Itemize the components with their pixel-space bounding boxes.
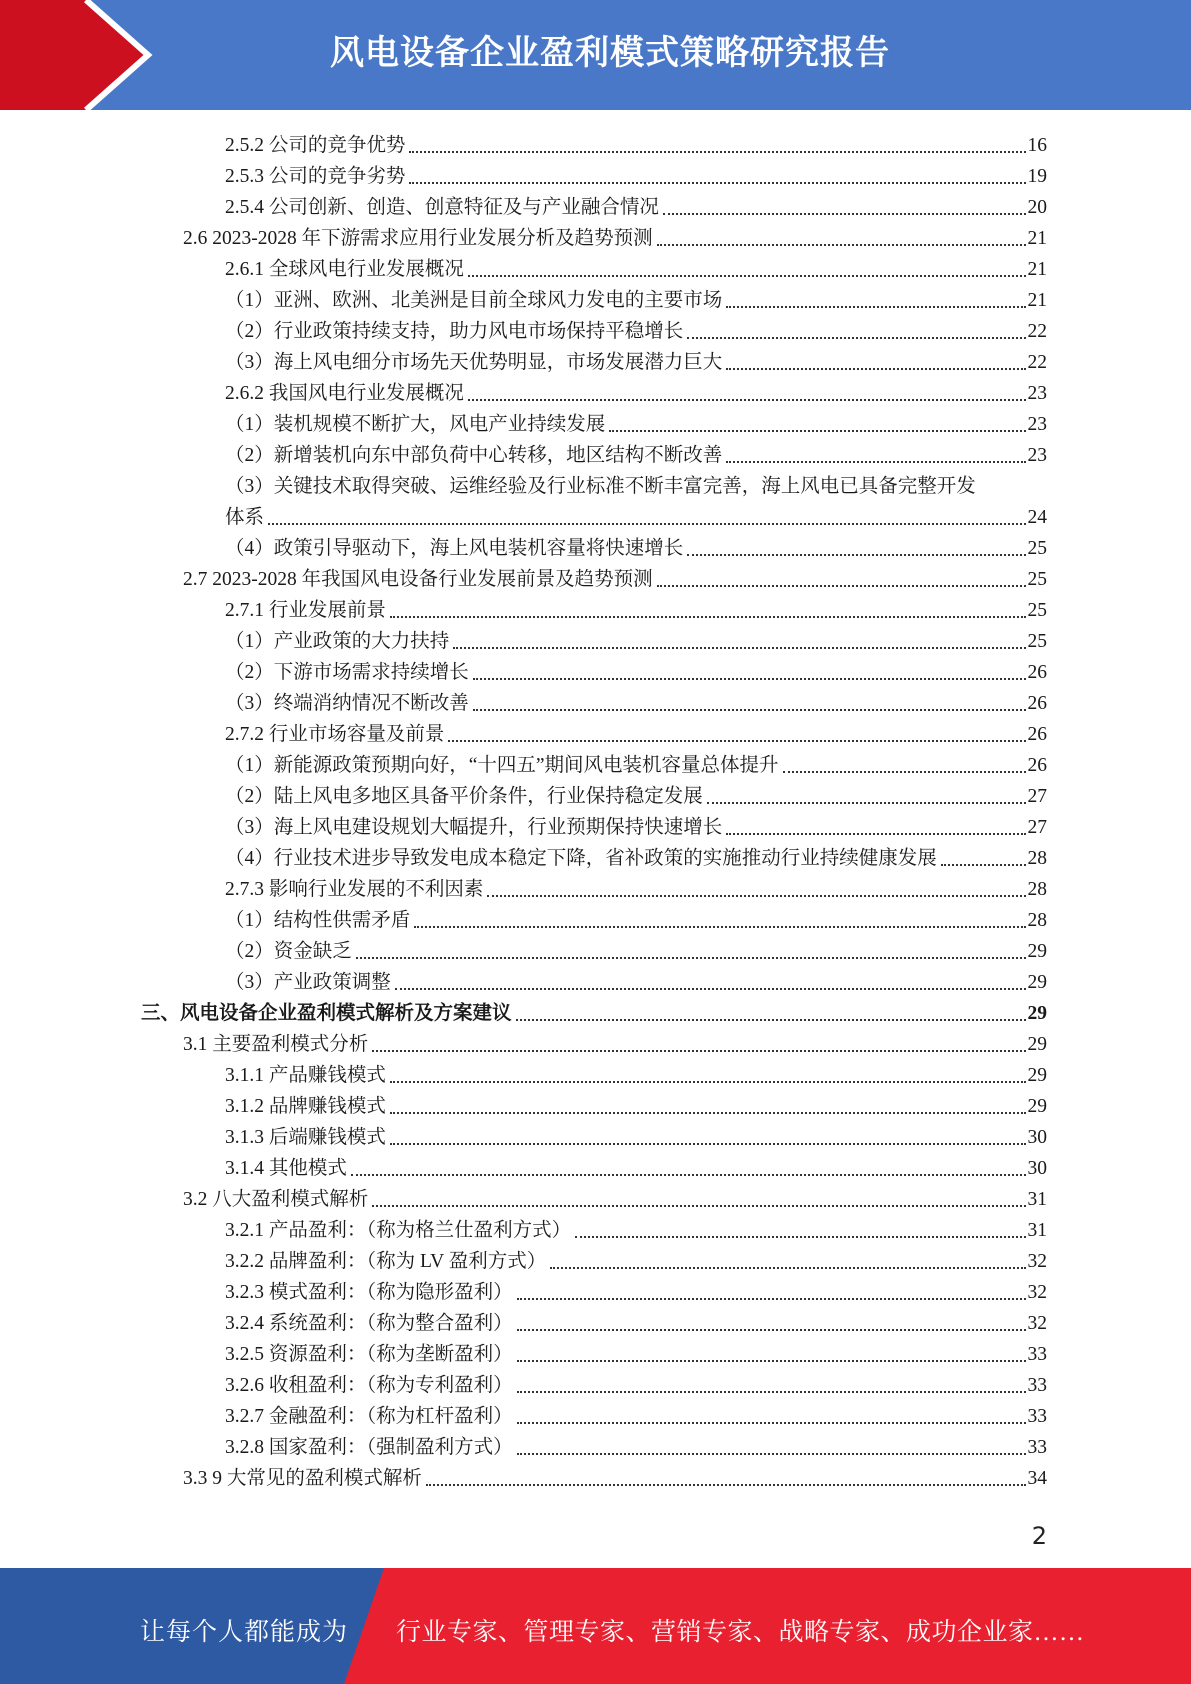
dot-leader <box>453 647 1025 649</box>
dot-leader <box>409 151 1025 153</box>
toc-entry[interactable] <box>225 531 1047 562</box>
toc-entry[interactable] <box>225 1120 1047 1151</box>
dot-leader <box>517 1391 1026 1393</box>
toc-entry[interactable] <box>225 872 1047 903</box>
header-bar <box>0 0 1191 110</box>
toc-entry[interactable] <box>225 965 1047 996</box>
toc-entry-label: （1）装机规模不断扩大，风电产业持续发展 <box>225 414 606 435</box>
dot-leader <box>517 1298 1026 1300</box>
toc-entry-page: 32 <box>1027 1251 1047 1272</box>
toc-entry-page: 22 <box>1027 321 1047 342</box>
toc-entry-label: （1）结构性供需矛盾 <box>225 910 411 931</box>
dot-leader <box>395 988 1026 990</box>
toc-entry[interactable] <box>225 717 1047 748</box>
dot-leader <box>783 771 1026 773</box>
toc-entry[interactable] <box>225 1151 1047 1182</box>
toc-entry-page: 25 <box>1027 569 1047 590</box>
toc-entry-label: 2.7 2023-2028 年我国风电设备行业发展前景及趋势预测 <box>183 569 653 590</box>
toc-entry-page: 21 <box>1027 259 1047 280</box>
toc-entry-page: 31 <box>1027 1220 1047 1241</box>
toc-entry-label: （2）资金缺乏 <box>225 941 352 962</box>
toc-entry-page: 29 <box>1027 1034 1047 1055</box>
dot-leader <box>409 182 1025 184</box>
toc-entry-page: 33 <box>1027 1406 1047 1427</box>
toc-entry[interactable] <box>225 1244 1047 1275</box>
toc-entry-page: 16 <box>1027 135 1047 156</box>
toc-entry-label: （2）行业政策持续支持，助力风电市场保持平稳增长 <box>225 321 684 342</box>
toc-entry-page: 27 <box>1027 786 1047 807</box>
toc-entry-label: （1）新能源政策预期向好，“十四五”期间风电装机容量总体提升 <box>225 755 779 776</box>
toc-entry-label: 2.6.2 我国风电行业发展概况 <box>225 383 464 404</box>
dot-leader <box>663 213 1026 215</box>
toc-entry-continuation[interactable] <box>225 500 1047 531</box>
dot-leader <box>372 1050 1025 1052</box>
dot-leader <box>448 740 1025 742</box>
dot-leader <box>351 1174 1026 1176</box>
dot-leader <box>473 678 1026 680</box>
dot-leader <box>550 1267 1025 1269</box>
toc-entry[interactable] <box>225 1368 1047 1399</box>
toc-entry-label: 三、风电设备企业盈利模式解析及方案建议 <box>141 1003 512 1024</box>
toc-entry[interactable] <box>225 252 1047 283</box>
footer-bar <box>0 1568 1191 1684</box>
dot-leader <box>372 1205 1025 1207</box>
toc-entry[interactable] <box>183 1027 1047 1058</box>
toc-entry[interactable] <box>225 593 1047 624</box>
toc-entry[interactable] <box>225 1213 1047 1244</box>
toc-entry-page: 25 <box>1027 600 1047 621</box>
toc-entry-label: 3.1 主要盈利模式分析 <box>183 1034 369 1055</box>
toc-entry[interactable] <box>225 128 1047 159</box>
dot-leader <box>609 430 1025 432</box>
toc-entry-label: 3.2.6 收租盈利：（称为专利盈利） <box>225 1375 513 1396</box>
toc-entry-page: 24 <box>1027 507 1047 528</box>
toc-entry-label: （3）海上风电细分市场先天优势明显，市场发展潜力巨大 <box>225 352 723 373</box>
dot-leader <box>687 337 1025 339</box>
dot-leader <box>707 802 1026 804</box>
toc-entry[interactable] <box>225 748 1047 779</box>
toc-entry-page: 26 <box>1027 693 1047 714</box>
dot-leader <box>726 461 1025 463</box>
toc-entry-page: 23 <box>1027 383 1047 404</box>
toc-entry[interactable] <box>225 624 1047 655</box>
toc-entry-page: 26 <box>1027 662 1047 683</box>
toc-entry-page: 28 <box>1027 848 1047 869</box>
toc-entry[interactable] <box>225 686 1047 717</box>
footer-slogan-right: 行业专家、管理专家、营销专家、战略专家、成功企业家…… <box>396 1619 1085 1646</box>
dot-leader <box>390 1143 1026 1145</box>
toc-entry-page: 33 <box>1027 1344 1047 1365</box>
toc-entry-label: （3）终端消纳情况不断改善 <box>225 693 469 714</box>
dot-leader <box>517 1422 1026 1424</box>
toc-entry[interactable] <box>225 345 1047 376</box>
toc-entry-page: 25 <box>1027 538 1047 559</box>
toc-entry-page: 26 <box>1027 755 1047 776</box>
dot-leader <box>414 926 1025 928</box>
toc-entry-label: 3.2 八大盈利模式解析 <box>183 1189 369 1210</box>
toc-entry-page: 33 <box>1027 1437 1047 1458</box>
toc-entry-page: 29 <box>1027 941 1047 962</box>
dot-leader <box>390 1112 1026 1114</box>
toc-entry-page: 29 <box>1027 1065 1047 1086</box>
dot-leader <box>390 1081 1026 1083</box>
toc-entry-label: （2）陆上风电多地区具备平价条件，行业保持稳定发展 <box>225 786 703 807</box>
toc-entry-label: 2.7.1 行业发展前景 <box>225 600 386 621</box>
toc-entry[interactable] <box>183 221 1047 252</box>
toc-chapter-entry[interactable] <box>141 996 1047 1027</box>
toc-entry-label: 3.2.8 国家盈利：（强制盈利方式） <box>225 1437 513 1458</box>
toc-entry-page: 26 <box>1027 724 1047 745</box>
dot-leader <box>517 1329 1026 1331</box>
toc-entry-page: 20 <box>1027 197 1047 218</box>
toc-entry-page: 32 <box>1027 1282 1047 1303</box>
toc-entry-label: （4）行业技术进步导致发电成本稳定下降，省补政策的实施推动行业持续健康发展 <box>225 848 937 869</box>
toc-entry[interactable] <box>225 655 1047 686</box>
toc-entry-label: 2.7.3 影响行业发展的不利因素 <box>225 879 484 900</box>
toc-entry-label: 3.1.3 后端赚钱模式 <box>225 1127 386 1148</box>
toc-entry-label: 3.1.1 产品赚钱模式 <box>225 1065 386 1086</box>
toc-entry-page: 30 <box>1027 1127 1047 1148</box>
dot-leader <box>517 1453 1026 1455</box>
toc-entry-page: 25 <box>1027 631 1047 652</box>
toc-entry[interactable] <box>225 190 1047 221</box>
dot-leader <box>468 399 1026 401</box>
toc-entry-label: 3.2.1 产品盈利：（称为格兰仕盈利方式） <box>225 1220 572 1241</box>
toc-entry[interactable] <box>225 438 1047 469</box>
dot-leader <box>516 1019 1026 1021</box>
toc-entry[interactable] <box>225 314 1047 345</box>
dot-leader <box>575 1236 1025 1238</box>
toc-entry[interactable] <box>225 376 1047 407</box>
toc-entry-label: 2.5.4 公司创新、创造、创意特征及与产业融合情况 <box>225 197 659 218</box>
toc-entry[interactable] <box>225 1089 1047 1120</box>
toc-entry-label: 2.6 2023-2028 年下游需求应用行业发展分析及趋势预测 <box>183 228 653 249</box>
toc-entry-page: 33 <box>1027 1375 1047 1396</box>
page-number: 2 <box>1031 1522 1047 1550</box>
toc-entry-label: （3）产业政策调整 <box>225 972 391 993</box>
dot-leader <box>268 523 1025 525</box>
toc-entry-page: 31 <box>1027 1189 1047 1210</box>
toc-entry[interactable] <box>225 1337 1047 1368</box>
toc-entry[interactable] <box>225 1058 1047 1089</box>
dot-leader <box>356 957 1026 959</box>
toc-entry-label: 3.2.5 资源盈利：（称为垄断盈利） <box>225 1344 513 1365</box>
toc-entry-label: 3.2.4 系统盈利：（称为整合盈利） <box>225 1313 513 1334</box>
toc-entry-label: 2.6.1 全球风电行业发展概况 <box>225 259 464 280</box>
toc-entry-page: 27 <box>1027 817 1047 838</box>
toc-entry-page: 23 <box>1027 414 1047 435</box>
report-title: 风电设备企业盈利模式策略研究报告 <box>330 33 890 73</box>
toc-entry-label: 2.5.3 公司的竞争劣势 <box>225 166 406 187</box>
toc-entry[interactable] <box>225 934 1047 965</box>
toc-entry-page: 23 <box>1027 445 1047 466</box>
toc-entry[interactable] <box>225 407 1047 438</box>
dot-leader <box>487 895 1025 897</box>
toc-entry-page: 29 <box>1027 972 1047 993</box>
toc-entry-page: 30 <box>1027 1158 1047 1179</box>
toc-entry-page: 19 <box>1027 166 1047 187</box>
toc-entry-page: 22 <box>1027 352 1047 373</box>
toc-entry-label: 3.2.7 金融盈利：（称为杠杆盈利） <box>225 1406 513 1427</box>
toc-entry[interactable] <box>225 1399 1047 1430</box>
toc-entry-label: 2.7.2 行业市场容量及前景 <box>225 724 445 745</box>
toc-entry-label: （3）海上风电建设规划大幅提升，行业预期保持快速增长 <box>225 817 723 838</box>
dot-leader <box>726 306 1025 308</box>
toc-entry-label: （4）政策引导驱动下，海上风电装机容量将快速增长 <box>225 538 684 559</box>
toc-entry-page: 29 <box>1027 1096 1047 1117</box>
toc-entry[interactable] <box>225 841 1047 872</box>
dot-leader <box>657 585 1026 587</box>
toc-entry[interactable] <box>225 779 1047 810</box>
dot-leader <box>473 709 1026 711</box>
toc-entry-label: （2）新增装机向东中部负荷中心转移，地区结构不断改善 <box>225 445 723 466</box>
dot-leader <box>517 1360 1026 1362</box>
toc-entry-wrapped[interactable] <box>225 469 1047 500</box>
toc-entry-label: 2.5.2 公司的竞争优势 <box>225 135 406 156</box>
dot-leader <box>941 864 1026 866</box>
toc-entry[interactable] <box>225 1275 1047 1306</box>
toc-entry[interactable] <box>183 562 1047 593</box>
toc-entry-label-continued: 体系 <box>225 507 265 528</box>
toc-entry-label: 3.2.2 品牌盈利：（称为 LV 盈利方式） <box>225 1251 547 1272</box>
toc-entry-page: 21 <box>1027 228 1047 249</box>
dot-leader <box>726 368 1025 370</box>
toc-entry[interactable] <box>225 1306 1047 1337</box>
toc-entry-label: （3）关键技术取得突破、运维经验及行业标准不断丰富完善，海上风电已具备完整开发 <box>225 476 976 497</box>
dot-leader <box>426 1484 1026 1486</box>
toc-entry[interactable] <box>225 159 1047 190</box>
toc-entry-label: （1）亚洲、欧洲、北美洲是目前全球风力发电的主要市场 <box>225 290 723 311</box>
toc-entry-page: 29 <box>1027 1003 1047 1024</box>
toc-entry-page: 28 <box>1027 879 1047 900</box>
toc-entry-page: 32 <box>1027 1313 1047 1334</box>
toc-entry-page: 28 <box>1027 910 1047 931</box>
dot-leader <box>390 616 1026 618</box>
toc-entry[interactable] <box>225 810 1047 841</box>
dot-leader <box>657 244 1026 246</box>
dot-leader <box>468 275 1026 277</box>
toc-entry[interactable] <box>225 1430 1047 1461</box>
toc-entry-label: 3.3 9 大常见的盈利模式解析 <box>183 1468 422 1489</box>
footer-slogan-left: 让每个人都能成为 <box>140 1619 349 1646</box>
toc-entry-page: 21 <box>1027 290 1047 311</box>
dot-leader <box>687 554 1025 556</box>
toc-entry-label: 3.2.3 模式盈利：（称为隐形盈利） <box>225 1282 513 1303</box>
toc-entry[interactable] <box>225 903 1047 934</box>
toc-entry-label: 3.1.4 其他模式 <box>225 1158 347 1179</box>
toc-entry-page: 34 <box>1027 1468 1047 1489</box>
toc-entry-label: 3.1.2 品牌赚钱模式 <box>225 1096 386 1117</box>
toc-entry[interactable] <box>183 1182 1047 1213</box>
toc-entry[interactable] <box>225 283 1047 314</box>
toc-entry-label: （1）产业政策的大力扶持 <box>225 631 450 652</box>
dot-leader <box>726 833 1025 835</box>
toc-entry[interactable] <box>183 1461 1047 1492</box>
toc-entry-label: （2）下游市场需求持续增长 <box>225 662 469 683</box>
